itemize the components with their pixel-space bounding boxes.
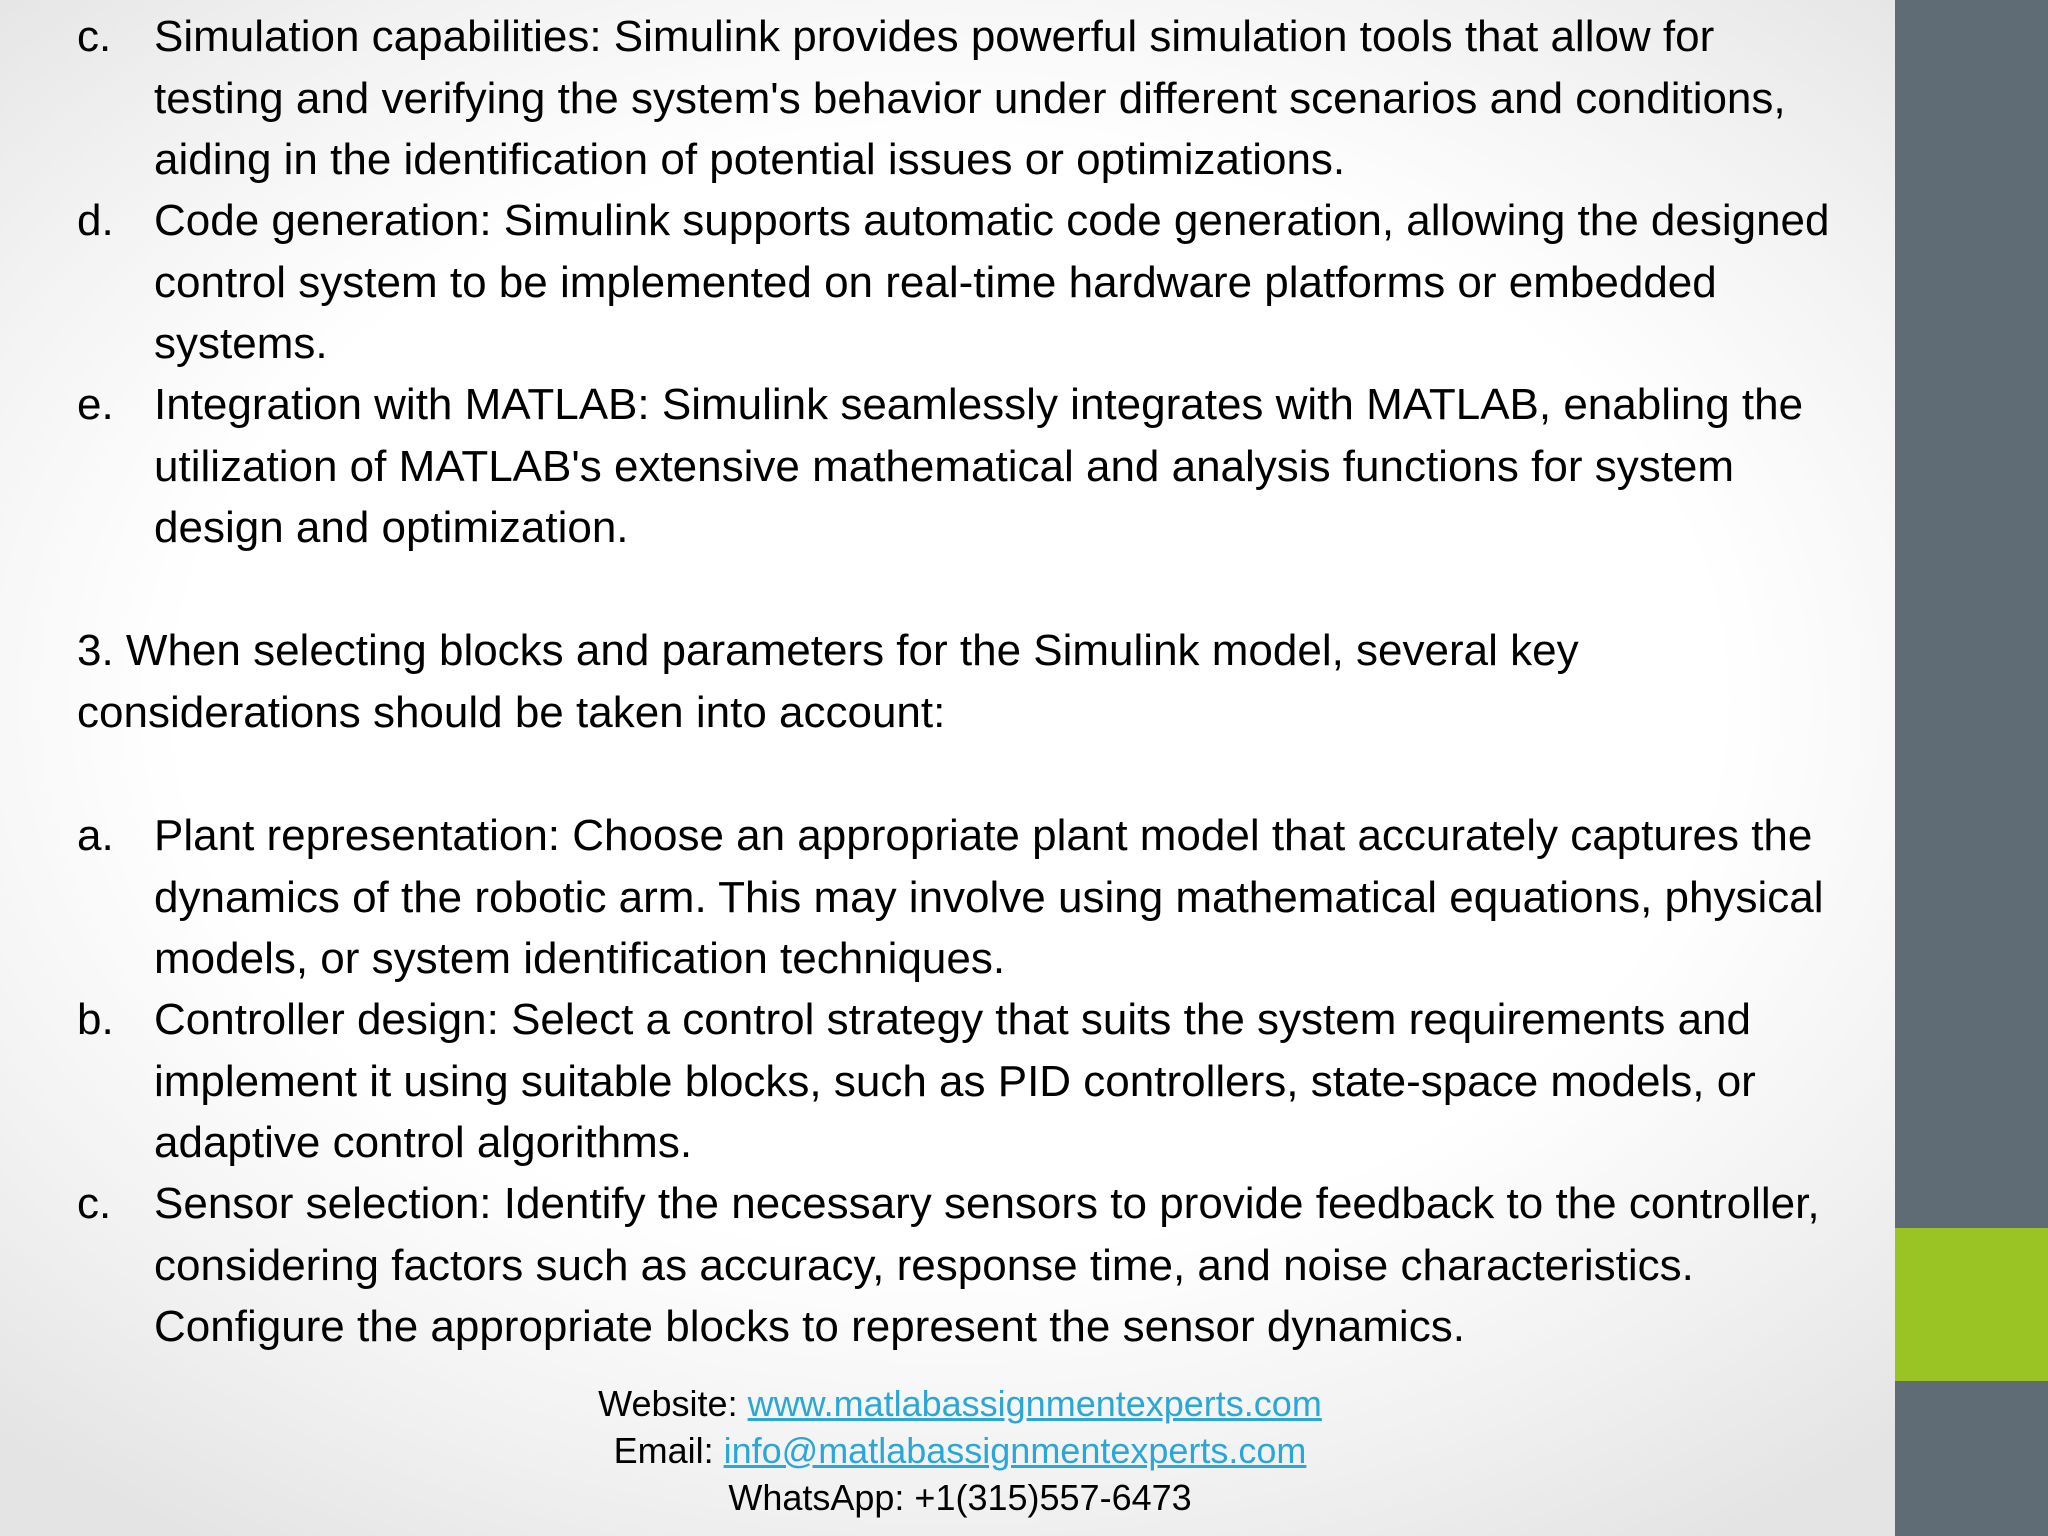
list-marker: e. [77,380,114,429]
email-label: Email: [613,1430,724,1471]
list-item-b-controller-design [77,989,1837,1174]
email-link[interactable]: info@matlabassignmentexperts.com [723,1430,1307,1471]
list-item-e-matlab-integration [77,374,1837,559]
whatsapp-line: WhatsApp: +1(315)557-6473 [728,1477,1192,1518]
sidebar-accent-block [1895,1228,2048,1381]
list-item-c-simulation [77,6,1837,191]
website-link[interactable]: www.matlabassignmentexperts.com [747,1383,1322,1424]
list-marker: a. [77,811,114,860]
contact-footer [560,1380,1360,1521]
list-item-c-sensor-selection [77,1173,1837,1358]
website-label: Website: [598,1383,748,1424]
list-item-a-plant-representation [77,805,1837,990]
list-marker: b. [77,995,114,1044]
list-item-text: Integration with MATLAB: Simulink seamlessly integrates with MATLAB, enabling the utilization of MATLAB's extensive mathematical and analysis functions for system design and optimization. [154,380,1804,552]
list-marker: d. [77,196,114,245]
decorative-sidebar [1895,0,2048,1536]
list-item-d-code-generation [77,190,1837,375]
website-line [560,1380,1360,1427]
list-item-text: Simulation capabilities: Simulink provides powerful simulation tools that allow for testing and verifying the system's behavior under different scenarios and conditions, aiding in the identification of potential issues or optimizations. [154,12,1786,184]
list-item-text: Code generation: Simulink supports automatic code generation, allowing the designed control system to be implemented on real-time hardware platforms or embedded systems. [154,196,1830,368]
considerations-paragraph: 3. When selecting blocks and parameters for the Simulink model, several key considerations should be taken into account: [77,626,1579,737]
list-item-text: Controller design: Select a control strategy that suits the system requirements and implement it using suitable blocks, such as PID controllers, state-space models, or adaptive control algorithms. [154,995,1756,1167]
list-marker: c. [77,1179,112,1228]
email-line [560,1427,1360,1474]
list-item-text: Plant representation: Choose an appropriate plant model that accurately captures the dynamics of the robotic arm. This may involve using mathematical equations, physical models, or system identification techniques. [154,811,1824,983]
list-marker: c. [77,12,112,61]
list-item-text: Sensor selection: Identify the necessary sensors to provide feedback to the controller, considering factors such as accuracy, response time, and noise characteristics. Configure the appropriate blocks to represent the sensor dynamics. [154,1179,1820,1351]
